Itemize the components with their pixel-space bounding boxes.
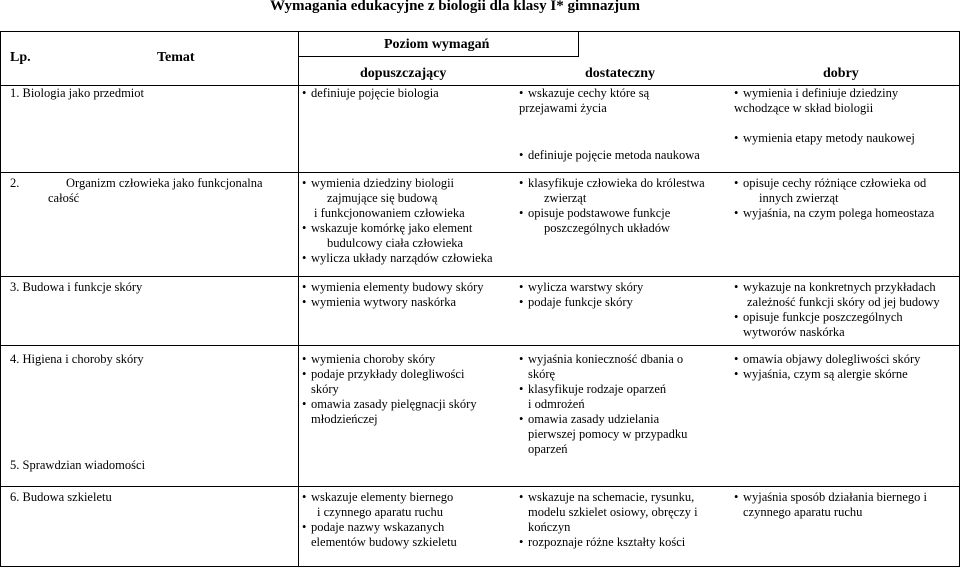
list-item: • wymienia etapy metody naukowej [734, 131, 958, 146]
header-dobry: dobry [823, 66, 859, 81]
row2-dopuszczajacy [302, 176, 517, 266]
row1-dostateczny-1: • wskazuje cechy które są przejawami życia [519, 86, 650, 115]
list-item: • opisuje cechy różniące człowieka od innych zwierząt [734, 176, 958, 206]
list-item: • omawia zasady pielęgnacji skóry młodzieńczej [302, 397, 517, 427]
row6-dobry [734, 490, 958, 520]
list-item: • wymienia dziedziny biologii zajmujące się budową i funkcjonowaniem człowieka [302, 176, 517, 221]
row4-dopuszczajacy [302, 352, 517, 427]
list-item: • opisuje funkcje poszczególnych wytworów naskórka [734, 310, 958, 340]
header-dostateczny: dostateczny [585, 66, 655, 81]
row3-topic: 3. Budowa i funkcje skóry [10, 280, 143, 294]
row3-dopuszczajacy [302, 280, 517, 310]
row3-dobry [734, 280, 958, 340]
row2-number: 2. [10, 176, 20, 190]
row6-topic: 6. Budowa szkieletu [10, 490, 112, 504]
row2-dobry [734, 176, 958, 221]
page-title: Wymagania edukacyjne z biologii dla klasy I* gimnazjum [270, 0, 640, 14]
list-item: • wyjaśnia konieczność dbania o skórę [519, 352, 729, 382]
list-item: • wymienia wytwory naskórka [302, 295, 517, 310]
list-item: • wymienia elementy budowy skóry [302, 280, 517, 295]
list-item: • klasyfikuje rodzaje oparzeń i odmrożeń [519, 382, 729, 412]
list-item: • podaje nazwy wskazanych elementów budowy szkieletu [302, 520, 517, 550]
list-item: • wyjaśnia sposób działania biernego i czynnego aparatu ruchu [734, 490, 958, 520]
list-item: • wyjaśnia, czym są alergie skórne [734, 367, 958, 382]
header-poziom: Poziom wymagań [384, 37, 490, 52]
list-item: • wskazuje na schemacie, rysunku, modelu szkielet osiowy, obręczy i kończyn [519, 490, 729, 535]
row4-dostateczny [519, 352, 729, 457]
row6-dopuszczajacy [302, 490, 517, 550]
row6-dostateczny [519, 490, 729, 550]
row3-dostateczny [519, 280, 729, 310]
header-dopuszczajacy: dopuszczający [360, 66, 447, 81]
header-temat: Temat [157, 50, 195, 65]
row1-dobry-2 [734, 131, 958, 146]
list-item: • definiuje pojęcie biologia [302, 86, 512, 101]
list-item: • podaje przykłady dolegliwości skóry [302, 367, 517, 397]
list-item: • rozpoznaje różne kształty kości [519, 535, 729, 550]
list-item: • wylicza układy narządów człowieka [302, 251, 517, 266]
row4-dobry [734, 352, 958, 382]
list-item: • wymienia choroby skóry [302, 352, 517, 367]
list-item: • podaje funkcje skóry [519, 295, 729, 310]
list-item: • omawia zasady udzielania pierwszej pomocy w przypadku oparzeń [519, 412, 729, 457]
list-item: • wykazuje na konkretnych przykładach zależność funkcji skóry od jej budowy [734, 280, 958, 310]
row2-topic: Organizm człowieka jako funkcjonalna całość [48, 176, 263, 205]
list-item: • definiuje pojęcie metoda naukowa [519, 148, 719, 163]
list-item: • klasyfikuje człowieka do królestwa zwierząt [519, 176, 729, 206]
list-item: • wylicza warstwy skóry [519, 280, 729, 295]
list-item: • omawia objawy dolegliwości skóry [734, 352, 958, 367]
row1-dostateczny-2 [519, 148, 719, 163]
list-item: • wyjaśnia, na czym polega homeostaza [734, 206, 958, 221]
row2-dostateczny [519, 176, 729, 236]
row4-topic: 4. Higiena i choroby skóry [10, 352, 144, 366]
row1-topic: 1. Biologia jako przedmiot [10, 86, 145, 100]
list-item: • wskazuje elementy biernego i czynnego aparatu ruchu [302, 490, 517, 520]
row1-dopuszczajacy [302, 86, 512, 101]
list-item: • opisuje podstawowe funkcje poszczególnych układów [519, 206, 729, 236]
row1-dobry-1: • wymienia i definiuje dziedziny wchodzące w skład biologii [734, 86, 899, 115]
header-lp: Lp. [10, 50, 31, 65]
row5-topic: 5. Sprawdzian wiadomości [10, 458, 146, 472]
list-item: • wskazuje komórkę jako element budulcowy ciała człowieka [302, 221, 517, 251]
